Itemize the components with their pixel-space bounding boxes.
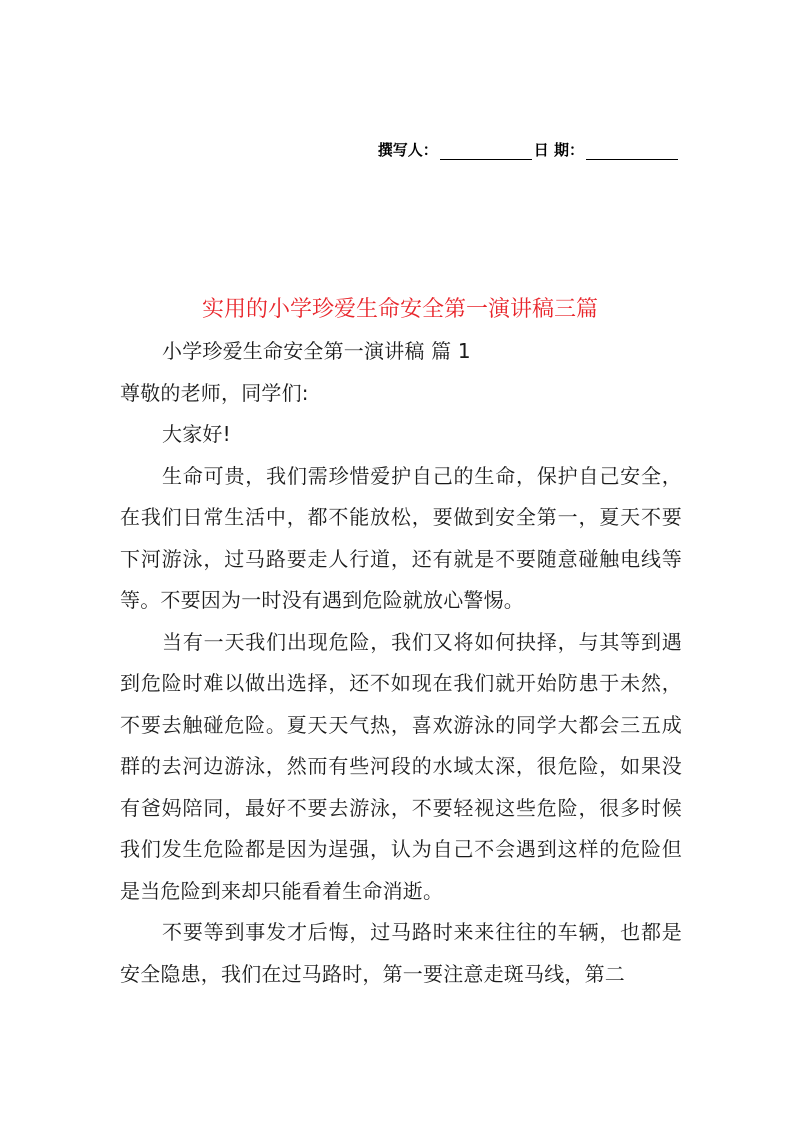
- author-label: 撰写人：: [377, 141, 438, 159]
- paragraph-3: 不要等到事发才后悔，过马路时来来往往的车辆，也都是安全隐患，我们在过马路时，第一要注意走斑马线，第二: [120, 920, 682, 986]
- paragraph-2: 当有一天我们出现危险，我们又将如何抉择，与其等到遇到危险时难以做出选择，还不如现在我们就开始防患于未然，不要去触碰危险。夏天天气热，喜欢游泳的同学大都会三五成群的去河边游泳，然而有些河段的水域太深，很危险，如果没有爸妈陪同，最好不要去游泳，不要轻视这些危险，很多时候我们发生危险都是因为逞强，认为自己不会遇到这样的危险但是当危险到来却只能看着生命消逝。: [120, 629, 682, 903]
- author-date-line: [378, 139, 680, 160]
- greeting: 大家好!: [162, 422, 231, 446]
- section-heading: 小学珍爱生命安全第一演讲稿 篇 1: [162, 339, 471, 363]
- date-blank: [586, 143, 678, 160]
- paragraph-1: 生命可贵，我们需珍惜爱护自己的生命，保护自己安全，在我们日常生活中，都不能放松，要做到安全第一，夏天不要下河游泳，过马路要走人行道，还有就是不要随意碰触电线等等。不要因为一时没有遇到危险就放心警惕。: [120, 463, 682, 612]
- author-blank: [440, 143, 532, 160]
- salutation: 尊敬的老师，同学们:: [120, 380, 309, 405]
- date-label: 日 期：: [533, 141, 584, 159]
- document-body: [120, 331, 682, 995]
- document-title: 实用的小学珍爱生命安全第一演讲稿三篇: [201, 297, 598, 322]
